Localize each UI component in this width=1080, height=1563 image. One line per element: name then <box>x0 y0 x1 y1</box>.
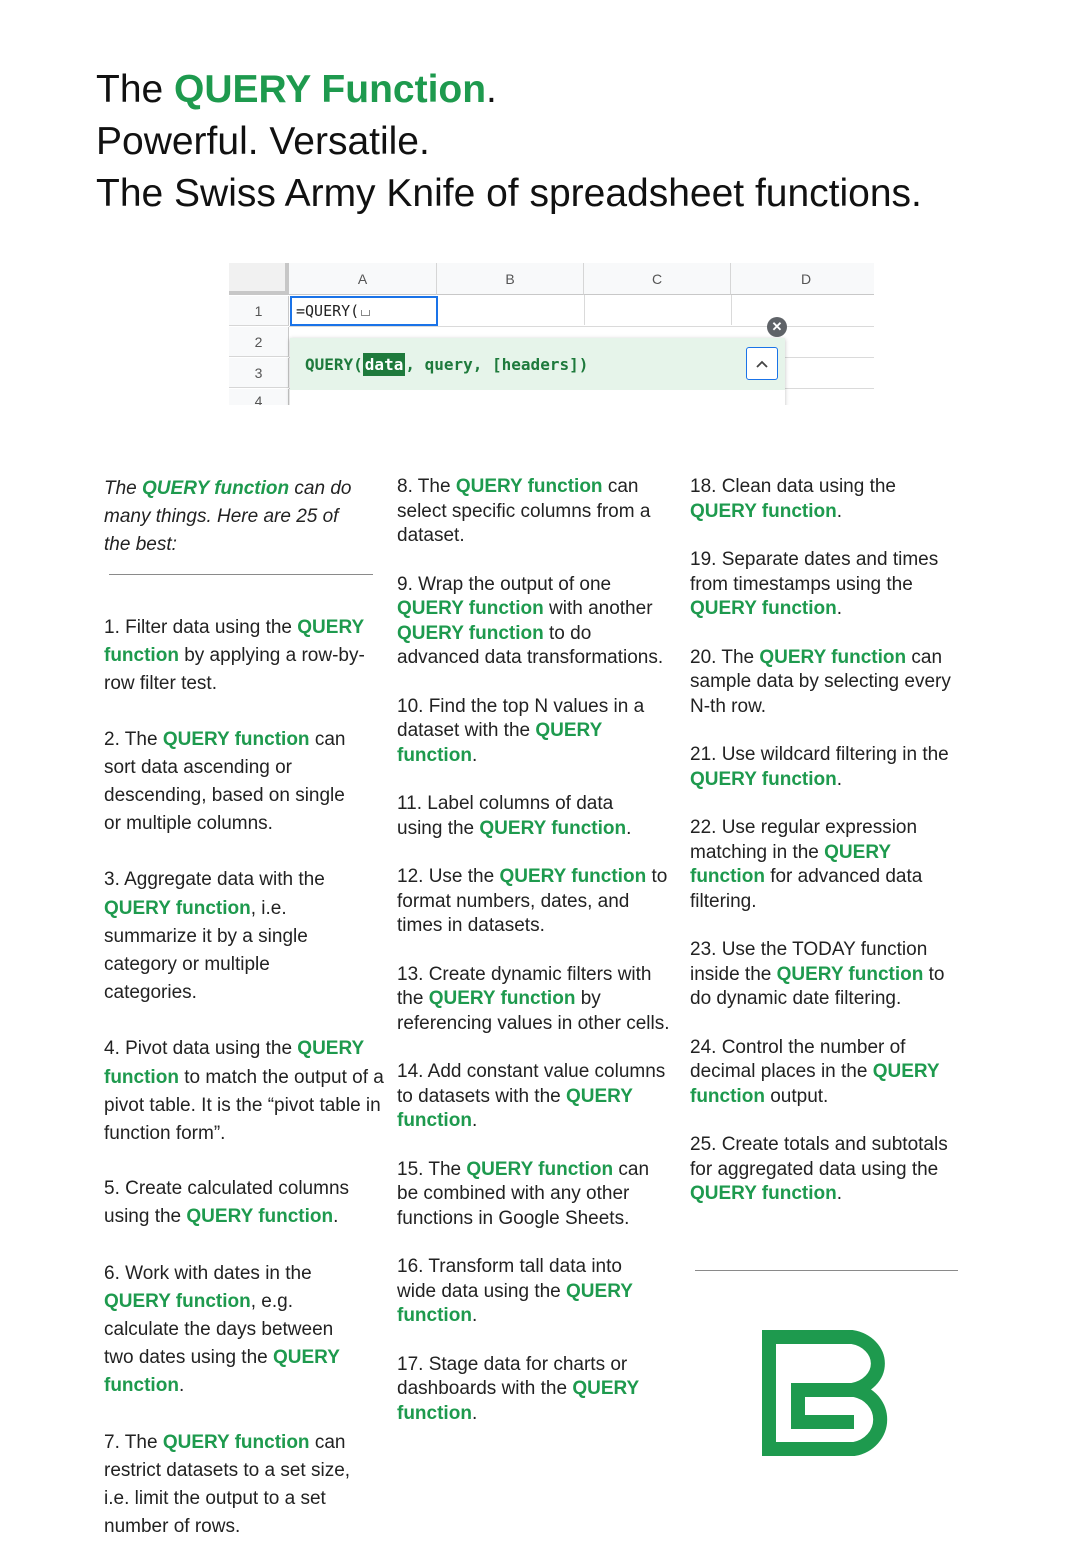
cell-a1-editor[interactable]: =QUERY( <box>290 296 438 326</box>
benlcollins-logo-icon <box>762 1330 890 1456</box>
column-middle <box>397 475 672 1426</box>
list-item: 13. Create dynamic filters with the QUERY function by referencing values in other cells. <box>397 963 670 1034</box>
list-item: 18. Clean data using the QUERY function. <box>690 476 896 522</box>
row-header-3[interactable]: 3 <box>229 358 289 388</box>
formula-help-popup <box>290 338 785 405</box>
grid-line <box>584 295 585 325</box>
list-item: 16. Transform tall data into wide data using the QUERY function. <box>397 1256 633 1326</box>
column-left-list <box>104 614 384 1541</box>
logo-bar <box>762 1330 776 1456</box>
hero-heading <box>96 64 1046 220</box>
list-item: 14. Add constant value columns to datasets with the QUERY function. <box>397 1061 666 1131</box>
divider <box>109 574 373 575</box>
list-item: 17. Stage data for charts or dashboards with the QUERY function. <box>397 1353 639 1424</box>
list-item: 4. Pivot data using the QUERY function to match the output of a pivot table. It is the “pivot table in function form”. <box>104 1038 384 1145</box>
list-item: 6. Work with dates in the QUERY function, e.g. calculate the days between two dates using the QUERY function. <box>104 1262 340 1397</box>
formula-active-arg: data <box>364 354 404 374</box>
row-header-2[interactable]: 2 <box>229 327 289 357</box>
list-item: 5. Create calculated columns using the QUERY function. <box>104 1178 350 1228</box>
sheet-corner[interactable] <box>229 263 289 295</box>
chevron-up-icon <box>755 359 769 369</box>
list-item: 19. Separate dates and times from timestamps using the QUERY function. <box>690 549 939 619</box>
column-right <box>690 475 965 1207</box>
list-item: 20. The QUERY function can sample data by selecting every N-th row. <box>690 646 951 717</box>
hero-tagline: The Swiss Army Knife of spreadsheet functions. <box>96 172 922 215</box>
spreadsheet-screenshot <box>229 263 874 405</box>
text-cursor-icon <box>361 310 370 316</box>
intro-text: The QUERY function can do many things. Here are 25 of the best: <box>104 478 352 555</box>
column-header-a[interactable]: A <box>289 263 437 295</box>
close-icon[interactable]: ✕ <box>767 317 787 337</box>
list-item: 3. Aggregate data with the QUERY function, i.e. summarize it by a single category or multiple categories. <box>104 869 325 1004</box>
list-item: 8. The QUERY function can select specific columns from a dataset. <box>397 476 651 546</box>
list-item: 9. Wrap the output of one QUERY function with another QUERY function to do advanced data transformations. <box>397 573 664 668</box>
list-item: 15. The QUERY function can be combined with any other functions in Google Sheets. <box>397 1158 650 1229</box>
collapse-help-button[interactable] <box>746 347 778 380</box>
hero-title-highlight: QUERY Function <box>174 68 487 111</box>
list-item: 21. Use wildcard filtering in the QUERY function. <box>690 744 949 790</box>
list-item: 10. Find the top N values in a dataset with the QUERY function. <box>397 695 645 766</box>
list-item: 7. The QUERY function can restrict datasets to a set size, i.e. limit the output to a set number of rows. <box>104 1431 351 1538</box>
column-header-b[interactable]: B <box>437 263 584 295</box>
column-header-c[interactable]: C <box>584 263 731 295</box>
list-item: 1. Filter data using the QUERY function by applying a row-by-row filter test. <box>104 617 365 695</box>
row-header-4[interactable]: 4 <box>229 389 289 405</box>
formula-signature: QUERY( data , query, [headers]) <box>290 338 785 390</box>
list-item: 23. Use the TODAY function inside the QUERY function to do dynamic date filtering. <box>690 939 945 1009</box>
list-item: 2. The QUERY function can sort data ascending or descending, based on single or multiple columns. <box>104 728 346 835</box>
hero-subtitle: Powerful. Versatile. <box>96 120 430 163</box>
list-item: 25. Create totals and subtotals for aggregated data using the QUERY function. <box>690 1134 948 1204</box>
list-item: 24. Control the number of decimal places in the QUERY function output. <box>690 1036 940 1107</box>
divider <box>695 1270 958 1271</box>
row-header-1[interactable]: 1 <box>229 296 289 326</box>
list-item: 12. Use the QUERY function to format numbers, dates, and times in datasets. <box>397 866 668 936</box>
column-left <box>104 475 384 559</box>
column-header-d[interactable]: D <box>731 263 874 295</box>
list-item: 22. Use regular expression matching in the QUERY function for advanced data filtering. <box>690 817 923 912</box>
grid-line <box>731 295 732 325</box>
hero-title: The QUERY Function. <box>96 68 497 111</box>
list-item: 11. Label columns of data using the QUERY function. <box>397 793 632 839</box>
